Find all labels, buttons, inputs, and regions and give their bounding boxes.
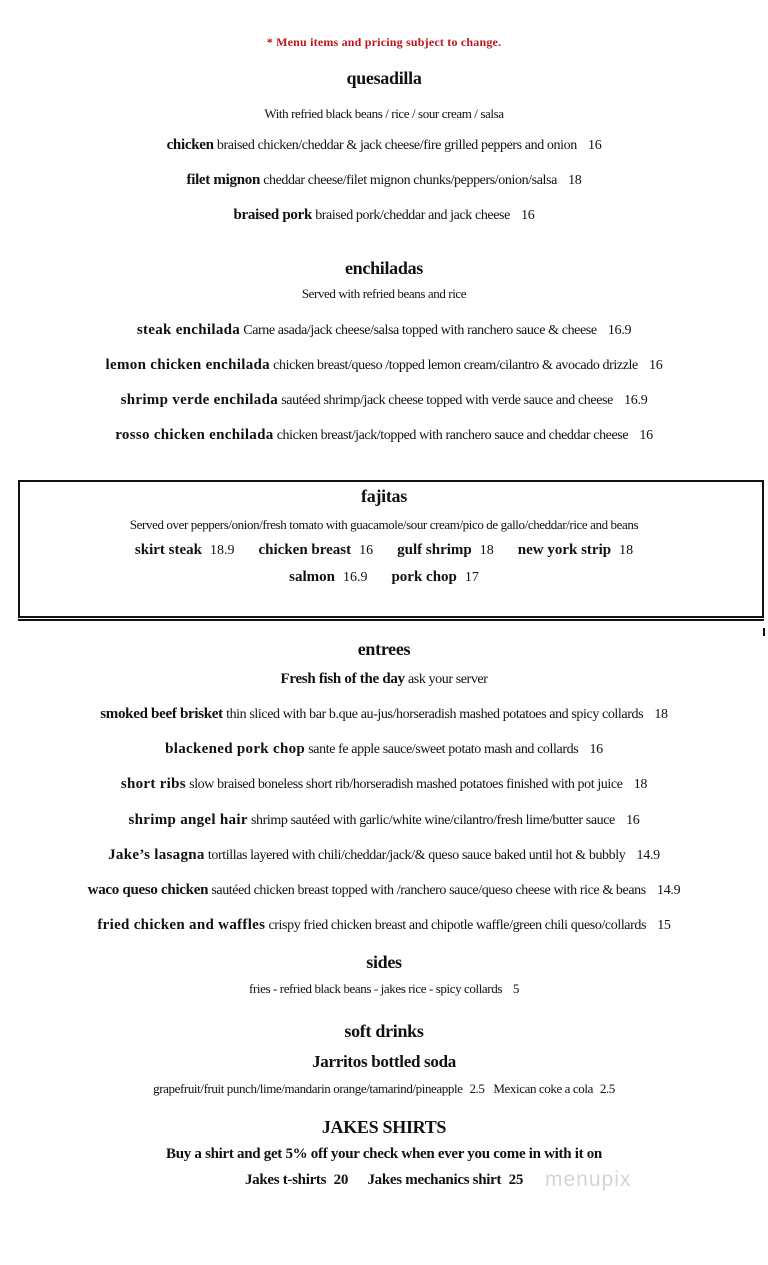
item-price: 14.9 (657, 883, 681, 898)
item-price: 18.9 (210, 543, 235, 558)
section-title-quesadilla: quesadilla (346, 68, 422, 88)
menu-item (0, 137, 768, 154)
sides-text: fries - refried black beans - jakes rice - spicy collards (249, 981, 502, 996)
mechanics-price: 25 (508, 1172, 524, 1188)
item-name: skirt steak (134, 542, 202, 558)
item-price: 17 (464, 570, 479, 585)
fajitas-subtitle: Served over peppers/onion/fresh tomato with guacamole/sour cream/pico de gallo/cheddar/rice and beans (129, 517, 639, 532)
item-desc: ask your server (407, 672, 488, 687)
section-title-soft-drinks: soft drinks (344, 1021, 424, 1041)
item-name: steak enchilada (136, 322, 241, 338)
item-price: 16 (589, 742, 603, 757)
item-price: 18 (479, 543, 494, 558)
item-desc: thin sliced with bar b.que au-jus/horseradish mashed potatoes and spicy collards (226, 707, 644, 722)
menu-item (0, 812, 768, 829)
tshirts: Jakes t-shirts (244, 1172, 327, 1188)
mechanics-shirt: Jakes mechanics shirt (367, 1172, 502, 1188)
menu-item (0, 882, 768, 899)
shirts-promo: Buy a shirt and get 5% off your check when ever you come in with it on (166, 1146, 602, 1162)
divider-tick (763, 628, 765, 636)
item-name: filet mignon (186, 172, 260, 188)
item-desc: chicken breast/queso /topped lemon cream/cilantro & avocado drizzle (273, 358, 638, 373)
shirts-prices (0, 1172, 768, 1189)
tshirts-price: 20 (333, 1172, 349, 1188)
item-desc: sautéed shrimp/jack cheese topped with verde sauce and cheese (281, 393, 613, 408)
menupix-watermark: menupix (545, 1168, 632, 1191)
mexican-coke-price: 2.5 (599, 1081, 615, 1096)
item-desc: tortillas layered with chili/cheddar/jack/& queso sauce baked until hot & bubbly (207, 848, 626, 863)
fajitas-row-1 (0, 541, 768, 559)
item-name: fried chicken and waffles (97, 917, 266, 933)
item-name: blackened pork chop (165, 741, 306, 757)
item-name: rosso chicken enchilada (115, 427, 274, 443)
jarritos-title: Jarritos bottled soda (312, 1052, 456, 1071)
item-desc: cheddar cheese/filet mignon chunks/peppers/onion/salsa (263, 173, 557, 188)
item-price: 18 (568, 173, 582, 188)
flavors-price: 2.5 (469, 1081, 485, 1096)
divider (18, 619, 764, 621)
item-desc: Carne asada/jack cheese/salsa topped with ranchero sauce & cheese (243, 323, 597, 338)
quesadilla-subtitle: With refried black beans / rice / sour cream / salsa (264, 106, 504, 121)
item-name: salmon (289, 569, 335, 585)
menu-item (0, 776, 768, 793)
item-name: shrimp verde enchilada (120, 392, 279, 408)
item-name: lemon chicken enchilada (105, 357, 270, 373)
item-price: 16.9 (342, 570, 368, 585)
fajita-item (391, 568, 478, 585)
item-price: 16.9 (624, 393, 648, 408)
item-desc: crispy fried chicken breast and chipotle waffle/green chili queso/collards (268, 918, 647, 933)
item-desc: slow braised boneless short rib/horseradish mashed potatoes finished with pot juice (189, 777, 623, 792)
item-desc: sautéed chicken breast topped with /ranchero sauce/queso cheese with rice & beans (211, 883, 646, 898)
menu-item (0, 322, 768, 339)
fajita-item (397, 541, 494, 558)
item-name: waco queso chicken (87, 882, 209, 898)
item-desc: braised pork/cheddar and jack cheese (315, 208, 510, 223)
sides-list (0, 981, 768, 997)
menu-item (0, 392, 768, 409)
mexican-coke: Mexican coke a cola (493, 1081, 593, 1096)
item-price: 18 (633, 777, 648, 792)
section-title-enchiladas: enchiladas (344, 258, 424, 278)
menu-item (0, 357, 768, 374)
sides-price: 5 (512, 981, 519, 996)
item-price: 16 (649, 358, 663, 373)
item-price: 16 (521, 208, 535, 223)
drinks-list (0, 1081, 768, 1097)
menu-item (0, 207, 768, 224)
item-price: 16 (626, 813, 640, 828)
section-title-shirts: JAKES SHIRTS (321, 1117, 447, 1137)
menu-item (0, 741, 768, 758)
item-price: 14.9 (636, 848, 660, 863)
item-desc: chicken breast/jack/topped with ranchero sauce and cheddar cheese (276, 428, 629, 443)
flavors: grapefruit/fruit punch/lime/mandarin orange/tamarind/pineapple (153, 1081, 463, 1096)
menu-item (0, 917, 768, 934)
item-desc: sante fe apple sauce/sweet potato mash and collards (308, 742, 579, 757)
fajita-item (135, 541, 235, 558)
menu-item (0, 172, 768, 189)
menu-item (0, 847, 768, 864)
item-price: 16.9 (607, 323, 632, 338)
menu-item (0, 706, 768, 723)
menu-item (0, 427, 768, 444)
item-price: 18 (654, 707, 668, 722)
section-title-entrees: entrees (357, 639, 411, 659)
item-price: 15 (657, 918, 671, 933)
item-price: 18 (619, 543, 634, 558)
item-name: Fresh fish of the day (280, 671, 405, 687)
menu-item-fresh-fish (0, 671, 768, 688)
item-desc: shrimp sautéed with garlic/white wine/cilantro/fresh lime/butter sauce (250, 813, 615, 828)
fajita-item (518, 541, 633, 558)
fajita-item (259, 541, 374, 558)
section-title-fajitas: fajitas (361, 486, 407, 506)
pricing-notice: * Menu items and pricing subject to change. (266, 35, 502, 49)
item-price: 16 (588, 138, 602, 153)
item-name: pork chop (391, 569, 457, 585)
item-name: chicken breast (258, 542, 352, 558)
item-name: braised pork (233, 207, 312, 223)
item-price: 16 (639, 428, 653, 443)
item-name: gulf shrimp (397, 542, 472, 558)
item-name: chicken (166, 137, 214, 153)
item-name: shrimp angel hair (128, 812, 248, 828)
item-name: new york strip (517, 542, 612, 558)
fajita-item (289, 568, 367, 585)
item-desc: braised chicken/cheddar & jack cheese/fire grilled peppers and onion (216, 138, 577, 153)
item-name: Jake’s lasagna (108, 847, 205, 863)
item-name: smoked beef brisket (100, 706, 223, 722)
fajitas-row-2 (0, 568, 768, 586)
item-price: 16 (359, 543, 374, 558)
enchiladas-subtitle: Served with refried beans and rice (301, 286, 467, 301)
section-title-sides: sides (366, 952, 402, 972)
item-name: short ribs (120, 776, 186, 792)
